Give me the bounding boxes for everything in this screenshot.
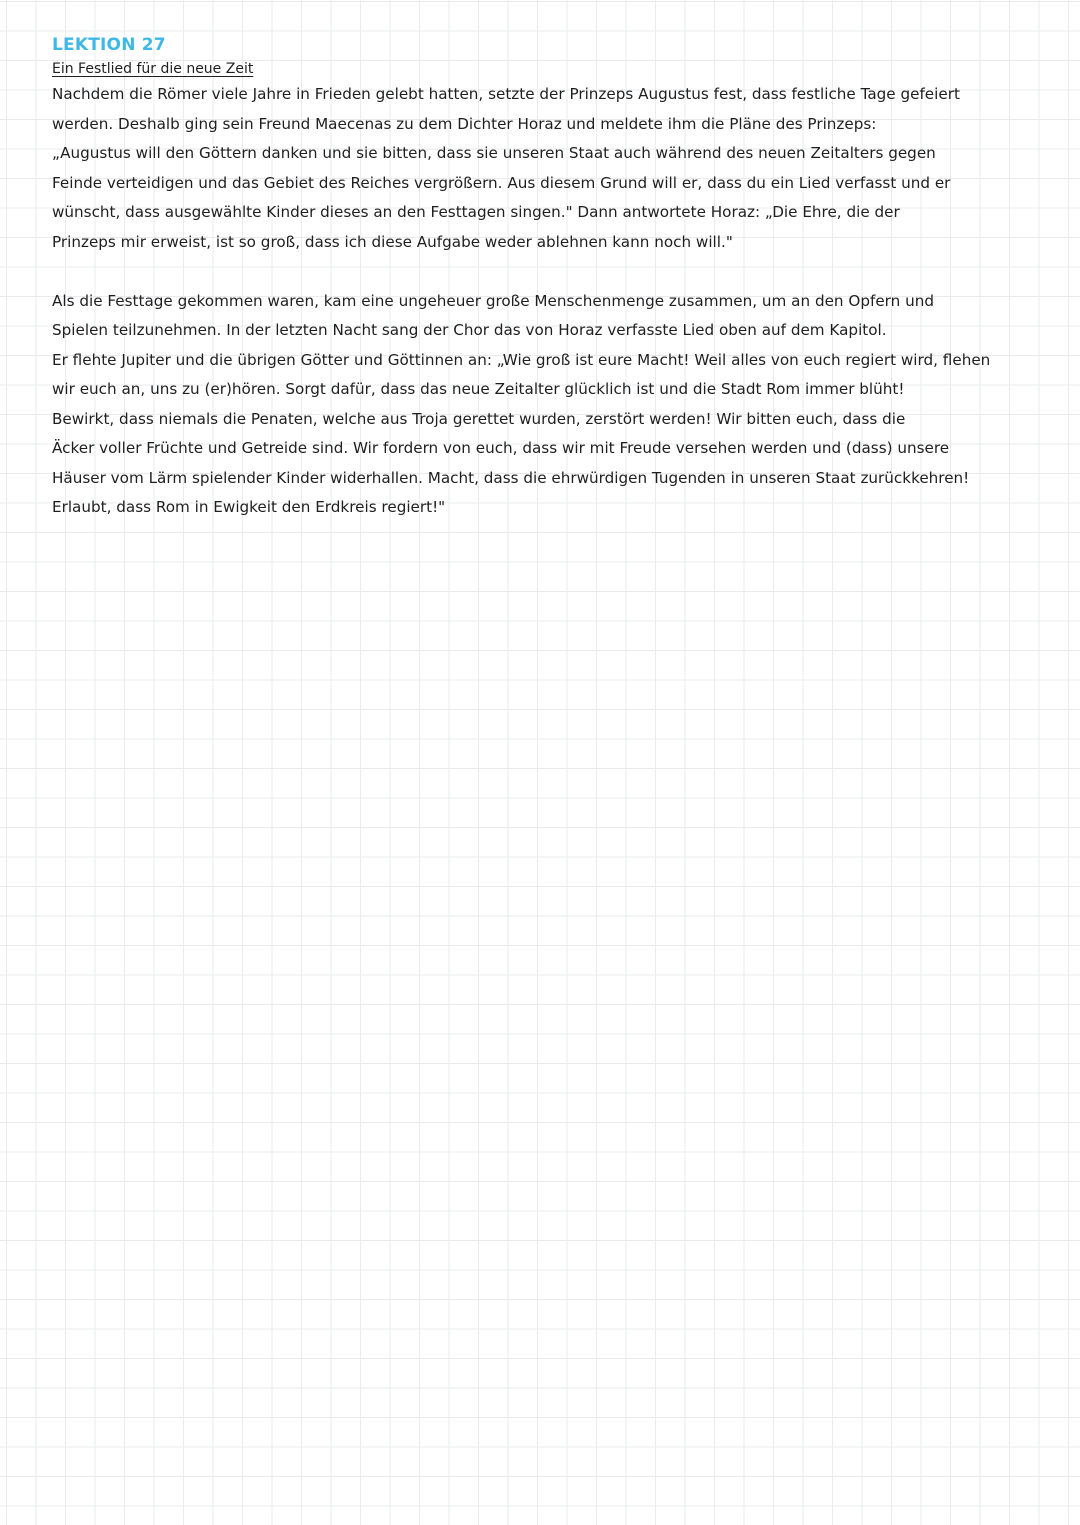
notebook-page [52, 32, 1042, 523]
paragraph-gap [52, 257, 1042, 287]
text-line: Prinzeps mir erweist, ist so groß, dass ich diese Aufgabe weder ablehnen kann noch will." [52, 232, 733, 251]
paragraph-2 [52, 287, 1042, 523]
text-line: Häuser vom Lärm spielender Kinder widerhallen. Macht, dass die ehrwürdigen Tugenden in unseren Staat zurückkehren! [52, 468, 970, 487]
text-line: wir euch an, uns zu (er)hören. Sorgt dafür, dass das neue Zeitalter glücklich ist und die Stadt Rom immer blüht! [52, 380, 905, 398]
paragraph-1 [52, 80, 1042, 257]
text-line: „Augustus will den Göttern danken und sie bitten, dass sie unseren Staat auch während des neuen Zeitalters gegen [52, 144, 936, 162]
lesson-heading: LEKTION 27 [52, 35, 166, 55]
text-line: Erlaubt, dass Rom in Ewigkeit den Erdkreis regiert!" [52, 498, 446, 516]
text-line: Als die Festtage gekommen waren, kam eine ungeheuer große Menschenmenge zusammen, um an den Opfern und [52, 291, 934, 310]
text-line: Spielen teilzunehmen. In der letzten Nacht sang der Chor das von Horaz verfasste Lied oben auf dem Kapitol. [52, 321, 887, 339]
text-line: Nachdem die Römer viele Jahre in Frieden gelebt hatten, setzte der Prinzeps Augustus fest, dass festliche Tage gefeiert [52, 85, 960, 103]
text-line: Feinde verteidigen und das Gebiet des Reiches vergrößern. Aus diesem Grund will er, dass du ein Lied verfasst und er [52, 173, 951, 192]
lesson-subtitle: Ein Festlied für die neue Zeit [52, 61, 254, 77]
text-line: Bewirkt, dass niemals die Penaten, welche aus Troja gerettet wurden, zerstört werden! Wir bitten euch, dass die [52, 409, 906, 428]
text-line: wünscht, dass ausgewählte Kinder dieses an den Festtagen singen." Dann antwortete Horaz: „Die Ehre, die der [52, 203, 900, 221]
text-line: werden. Deshalb ging sein Freund Maecenas zu dem Dichter Horaz und meldete ihm die Pläne des Prinzeps: [52, 114, 877, 133]
text-line: Äcker voller Früchte und Getreide sind. Wir fordern von euch, dass wir mit Freude versehen werden und (dass) unsere [52, 439, 950, 457]
text-line: Er flehte Jupiter und die übrigen Götter und Göttinnen an: „Wie groß ist eure Macht! Weil alles von euch regiert wird, flehen [52, 350, 991, 369]
